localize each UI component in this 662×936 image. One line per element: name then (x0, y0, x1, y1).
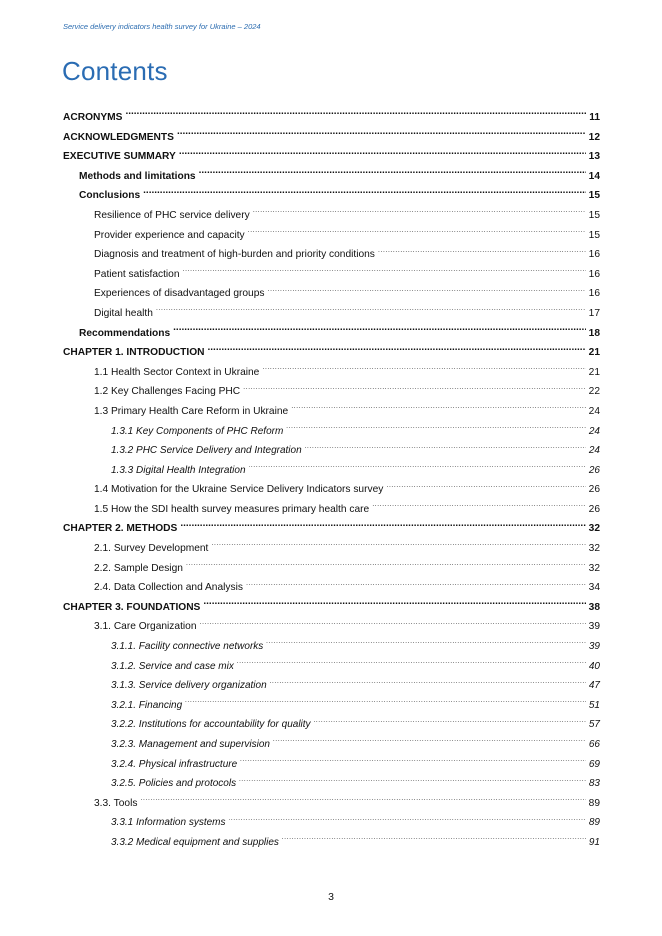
dot-leader (208, 345, 587, 357)
toc-entry[interactable] (63, 422, 600, 442)
toc-entry-page: 14 (588, 170, 600, 182)
dot-leader (249, 463, 586, 475)
dot-leader (199, 169, 586, 181)
dot-leader (200, 619, 587, 631)
toc-entry-page: 34 (588, 582, 600, 594)
toc-entry[interactable] (63, 128, 600, 148)
dot-leader (186, 561, 586, 573)
toc-entry-page: 66 (588, 739, 600, 750)
page-number: 3 (328, 891, 334, 903)
toc-entry[interactable] (63, 461, 600, 481)
dot-leader (266, 639, 586, 651)
toc-entry[interactable] (63, 559, 600, 579)
toc-entry[interactable] (63, 245, 600, 265)
toc-entry-title: Conclusions (79, 190, 141, 202)
toc-entry-page: 15 (588, 209, 600, 221)
dot-leader (372, 502, 586, 514)
toc-entry[interactable] (63, 833, 600, 853)
toc-entry-title: Provider experience and capacity (94, 229, 245, 241)
toc-entry[interactable] (63, 324, 600, 344)
toc-entry-title: 1.4 Motivation for the Ukraine Service Delivery Indicators survey (94, 484, 384, 496)
toc-entry-title: Patient satisfaction (94, 268, 180, 280)
toc-entry[interactable] (63, 578, 600, 598)
dot-leader (125, 110, 586, 122)
toc-entry[interactable] (63, 284, 600, 304)
toc-entry-title: 3.2.3. Management and supervision (111, 739, 270, 750)
toc-entry-title: CHAPTER 1. INTRODUCTION (63, 347, 205, 359)
toc-entry-title: Methods and limitations (79, 170, 196, 182)
dot-leader (180, 521, 586, 533)
toc-entry[interactable] (63, 382, 600, 402)
toc-entry-title: 1.3.1 Key Components of PHC Reform (111, 425, 284, 437)
toc-entry[interactable] (63, 480, 600, 500)
toc-entry[interactable] (63, 598, 600, 618)
dot-leader (185, 698, 586, 710)
toc-entry-page: 24 (588, 405, 600, 417)
toc-entry[interactable] (63, 755, 600, 775)
toc-entry-page: 21 (588, 366, 600, 378)
toc-entry-page: 40 (588, 660, 600, 672)
toc-entry-title: Resilience of PHC service delivery (94, 209, 250, 221)
toc-entry-page: 16 (588, 249, 600, 261)
toc-entry[interactable] (63, 226, 600, 246)
dot-leader (246, 580, 586, 592)
toc-entry-title: 1.1 Health Sector Context in Ukraine (94, 366, 260, 378)
toc-entry-title: 1.5 How the SDI health survey measures primary health care (94, 503, 370, 515)
toc-entry[interactable] (63, 657, 600, 677)
toc-entry-page: 32 (588, 523, 600, 535)
toc-entry-page: 15 (588, 229, 600, 241)
toc-entry-title: 2.1. Survey Development (94, 543, 209, 555)
toc-entry-page: 32 (588, 543, 600, 555)
toc-entry-title: 3.1.2. Service and case mix (111, 660, 234, 672)
dot-leader (156, 306, 586, 318)
toc-entry-title: 3.1. Care Organization (94, 621, 197, 633)
toc-entry-title: Recommendations (79, 327, 171, 339)
toc-entry[interactable] (63, 402, 600, 422)
toc-entry-page: 15 (588, 190, 600, 202)
toc-entry-page: 89 (588, 797, 600, 809)
toc-entry[interactable] (63, 735, 600, 755)
toc-entry-title: CHAPTER 2. METHODS (63, 523, 178, 535)
toc-entry-page: 89 (588, 817, 600, 829)
toc-entry[interactable] (63, 519, 600, 539)
toc-entry-title: 3.3. Tools (94, 797, 138, 809)
toc-entry[interactable] (63, 186, 600, 206)
toc-entry-page: 24 (588, 425, 600, 437)
toc-entry[interactable] (63, 265, 600, 285)
dot-leader (211, 541, 586, 553)
toc-entry[interactable] (63, 539, 600, 559)
toc-entry-page: 16 (588, 268, 600, 280)
toc-entry-page: 16 (588, 288, 600, 300)
dot-leader (270, 678, 586, 690)
toc-entry-title: 3.2.5. Policies and protocols (111, 778, 237, 790)
dot-leader (237, 659, 586, 671)
toc-entry[interactable] (63, 304, 600, 324)
dot-leader (291, 404, 586, 416)
dot-leader (143, 188, 586, 200)
toc-entry-title: 3.2.4. Physical infrastructure (111, 758, 238, 770)
dot-leader (314, 717, 586, 729)
toc-entry-title: Diagnosis and treatment of high-burden and priority conditions (94, 249, 375, 261)
dot-leader (179, 149, 586, 161)
page-title: Contents (62, 56, 168, 86)
toc-entry-page: 26 (588, 464, 600, 476)
toc-entry-page: 17 (588, 307, 600, 319)
toc-entry-page: 38 (588, 601, 600, 613)
toc-entry[interactable] (63, 206, 600, 226)
toc-entry-title: 3.1.3. Service delivery organization (111, 680, 267, 692)
toc-entry[interactable] (63, 813, 600, 833)
toc-entry-page: 21 (588, 347, 600, 359)
toc-entry-page: 57 (588, 719, 600, 731)
toc-entry-title: 1.3.2 PHC Service Delivery and Integration (111, 445, 302, 457)
toc-entry-title: 2.4. Data Collection and Analysis (94, 582, 243, 594)
toc-entry-title: Digital health (94, 307, 153, 319)
toc-entry-page: 13 (588, 151, 600, 163)
toc-entry-page: 91 (588, 836, 600, 848)
toc-entry-page: 39 (588, 641, 600, 653)
toc-entry-page: 47 (588, 680, 600, 692)
dot-leader (183, 267, 586, 279)
dot-leader (273, 737, 586, 749)
dot-leader (173, 326, 586, 338)
toc-entry-title: 3.2.1. Financing (111, 699, 183, 711)
dot-leader (239, 776, 586, 788)
toc-entry-title: CHAPTER 3. FOUNDATIONS (63, 601, 201, 613)
toc-entry-page: 12 (588, 131, 600, 143)
toc-entry[interactable] (63, 676, 600, 696)
toc-entry[interactable] (63, 343, 600, 363)
toc-entry-page: 51 (588, 699, 600, 711)
toc-entry-page: 26 (588, 484, 600, 496)
dot-leader (177, 130, 586, 142)
dot-leader (248, 228, 586, 240)
toc-entry-title: 3.2.2. Institutions for accountability for quality (111, 719, 311, 731)
dot-leader (253, 208, 586, 220)
toc-entry[interactable] (63, 794, 600, 814)
toc-entry[interactable] (63, 167, 600, 187)
toc-entry-title: ACKNOWLEDGMENTS (63, 131, 174, 143)
toc-entry-title: 2.2. Sample Design (94, 562, 183, 574)
toc-entry-title: 3.3.1 Information systems (111, 817, 226, 829)
toc-entry-title: Experiences of disadvantaged groups (94, 288, 265, 300)
dot-leader (386, 482, 586, 494)
toc-entry-page: 24 (588, 445, 600, 457)
dot-leader (282, 835, 586, 847)
toc-entry-page: 32 (588, 562, 600, 574)
dot-leader (203, 600, 586, 612)
toc-entry-title: 1.2 Key Challenges Facing PHC (94, 386, 241, 398)
toc-entry[interactable] (63, 617, 600, 637)
dot-leader (267, 286, 586, 298)
toc-entry[interactable] (63, 441, 600, 461)
toc-entry[interactable] (63, 774, 600, 794)
dot-leader (305, 443, 586, 455)
toc-entry[interactable] (63, 715, 600, 735)
toc-entry-title: 1.3.3 Digital Health Integration (111, 464, 246, 476)
toc-entry-page: 22 (588, 386, 600, 398)
toc-entry-title: ACRONYMS (63, 112, 123, 123)
running-header: Service delivery indicators health survey for Ukraine – 2024 (63, 22, 261, 31)
toc-entry[interactable] (63, 147, 600, 167)
dot-leader (240, 757, 586, 769)
toc-entry[interactable] (63, 363, 600, 383)
toc-entry[interactable] (63, 108, 600, 128)
toc-entry-title: 3.1.1. Facility connective networks (111, 641, 264, 653)
toc-entry[interactable] (63, 500, 600, 520)
toc-entry-page: 11 (589, 112, 600, 123)
toc-entry[interactable] (63, 637, 600, 657)
toc-entry[interactable] (63, 696, 600, 716)
dot-leader (286, 424, 586, 436)
toc-entry-title: EXECUTIVE SUMMARY (63, 151, 176, 163)
toc-entry-page: 39 (588, 621, 600, 633)
toc-entry-page: 18 (588, 327, 600, 339)
toc-entry-page: 69 (588, 758, 600, 770)
table-of-contents (63, 108, 600, 853)
dot-leader (229, 815, 587, 827)
dot-leader (243, 384, 586, 396)
dot-leader (140, 796, 586, 808)
toc-entry-page: 83 (588, 778, 600, 790)
toc-entry-title: 1.3 Primary Health Care Reform in Ukraine (94, 405, 289, 417)
toc-entry-page: 26 (588, 503, 600, 515)
toc-entry-title: 3.3.2 Medical equipment and supplies (111, 836, 279, 848)
dot-leader (378, 247, 586, 259)
dot-leader (262, 365, 586, 377)
